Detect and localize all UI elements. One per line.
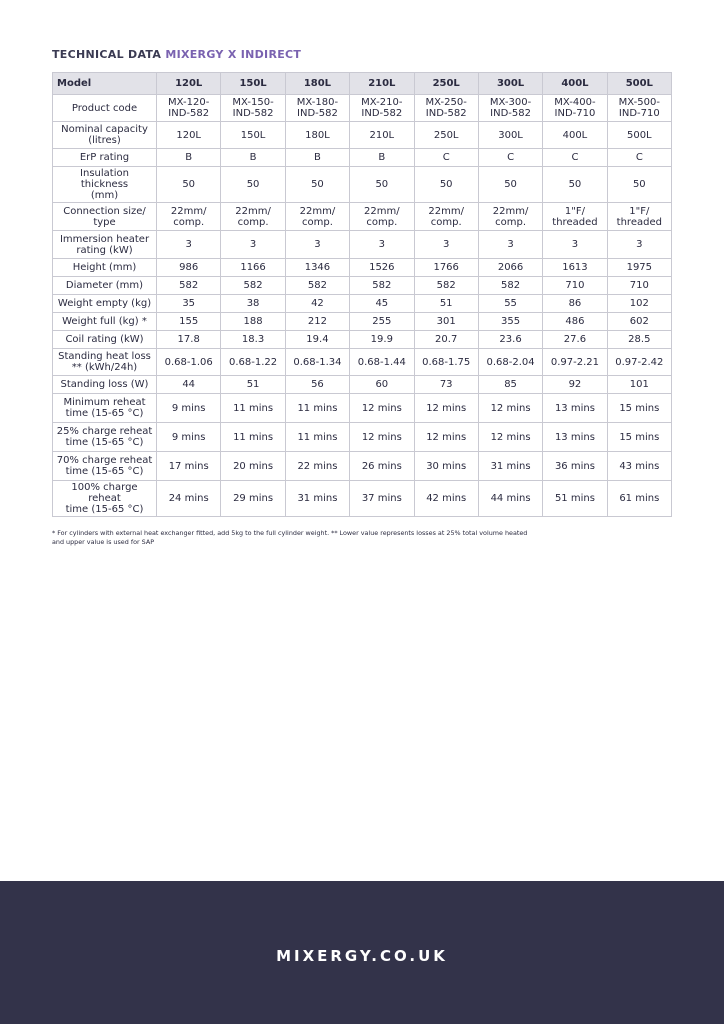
table-cell: 22mm/ comp.: [414, 203, 478, 231]
footnote-line: and upper value is used for SAP: [52, 537, 155, 546]
row-label: Nominal capacity (litres): [53, 122, 157, 149]
table-cell: 188: [221, 313, 285, 331]
table-cell: 13 mins: [543, 423, 607, 452]
table-cell: MX-400- IND-710: [543, 95, 607, 122]
footnote: [52, 529, 592, 546]
table-row: [53, 313, 672, 331]
table-cell: 50: [543, 167, 607, 203]
table-cell: 31 mins: [478, 452, 542, 481]
column-header: 500L: [607, 73, 671, 95]
table-cell: MX-210- IND-582: [350, 95, 414, 122]
table-cell: 3: [414, 231, 478, 259]
table-cell: C: [414, 149, 478, 167]
table-cell: 22mm/ comp.: [478, 203, 542, 231]
table-row: [53, 331, 672, 349]
table-row: [53, 423, 672, 452]
table-cell: 18.3: [221, 331, 285, 349]
table-cell: 22 mins: [285, 452, 349, 481]
table-cell: 155: [157, 313, 221, 331]
table-cell: 13 mins: [543, 394, 607, 423]
footer-website-link[interactable]: MIXERGY.CO.UK: [276, 947, 448, 965]
table-cell: 19.9: [350, 331, 414, 349]
table-cell: 1346: [285, 259, 349, 277]
table-cell: 255: [350, 313, 414, 331]
table-cell: C: [478, 149, 542, 167]
table-cell: 3: [478, 231, 542, 259]
table-cell: 20.7: [414, 331, 478, 349]
table-row: [53, 277, 672, 295]
table-cell: 22mm/ comp.: [221, 203, 285, 231]
table-cell: 17.8: [157, 331, 221, 349]
table-cell: 400L: [543, 122, 607, 149]
heading-prefix: TECHNICAL DATA: [52, 48, 162, 61]
column-header: Model: [53, 73, 157, 95]
table-cell: 1166: [221, 259, 285, 277]
table-cell: 56: [285, 376, 349, 394]
table-cell: 0.97-2.21: [543, 349, 607, 376]
column-header: 250L: [414, 73, 478, 95]
table-cell: C: [607, 149, 671, 167]
table-cell: MX-300- IND-582: [478, 95, 542, 122]
table-cell: 36 mins: [543, 452, 607, 481]
table-row: [53, 122, 672, 149]
row-label: 25% charge reheat time (15-65 °C): [53, 423, 157, 452]
column-header: 210L: [350, 73, 414, 95]
table-cell: 51 mins: [543, 481, 607, 517]
table-cell: 22mm/ comp.: [285, 203, 349, 231]
table-cell: MX-250- IND-582: [414, 95, 478, 122]
table-cell: 22mm/ comp.: [157, 203, 221, 231]
table-cell: 51: [221, 376, 285, 394]
table-cell: 28.5: [607, 331, 671, 349]
table-cell: 150L: [221, 122, 285, 149]
table-cell: 24 mins: [157, 481, 221, 517]
table-cell: 12 mins: [414, 394, 478, 423]
table-cell: 582: [414, 277, 478, 295]
table-cell: 45: [350, 295, 414, 313]
column-header: 300L: [478, 73, 542, 95]
table-cell: 500L: [607, 122, 671, 149]
table-row: [53, 231, 672, 259]
table-row: [53, 295, 672, 313]
footnote-line: * For cylinders with external heat exchanger fitted, add 5kg to the full cylinder weight. ** Lower value represents losses at 25% total volume heated: [52, 529, 528, 537]
table-cell: 12 mins: [350, 423, 414, 452]
table-cell: B: [157, 149, 221, 167]
footer-band: [0, 881, 724, 1024]
table-cell: 50: [157, 167, 221, 203]
table-cell: 11 mins: [221, 394, 285, 423]
table-cell: 710: [607, 277, 671, 295]
table-header-row: [53, 73, 672, 95]
table-cell: 12 mins: [478, 394, 542, 423]
table-cell: 61 mins: [607, 481, 671, 517]
table-cell: 92: [543, 376, 607, 394]
table-cell: 582: [221, 277, 285, 295]
table-cell: 50: [285, 167, 349, 203]
column-header: 400L: [543, 73, 607, 95]
table-cell: 55: [478, 295, 542, 313]
table-cell: 301: [414, 313, 478, 331]
table-cell: 986: [157, 259, 221, 277]
table-row: [53, 203, 672, 231]
table-cell: 582: [285, 277, 349, 295]
table-cell: 37 mins: [350, 481, 414, 517]
page-heading: [52, 48, 301, 61]
table-cell: 1975: [607, 259, 671, 277]
column-header: 120L: [157, 73, 221, 95]
table-cell: 0.68-1.75: [414, 349, 478, 376]
table-cell: 43 mins: [607, 452, 671, 481]
table-cell: 17 mins: [157, 452, 221, 481]
table-cell: 3: [607, 231, 671, 259]
table-cell: 11 mins: [285, 394, 349, 423]
table-cell: 50: [414, 167, 478, 203]
table-cell: 30 mins: [414, 452, 478, 481]
table-cell: 19.4: [285, 331, 349, 349]
row-label: Coil rating (kW): [53, 331, 157, 349]
table-cell: 42: [285, 295, 349, 313]
table-cell: 15 mins: [607, 423, 671, 452]
table-cell: 11 mins: [285, 423, 349, 452]
table-cell: 355: [478, 313, 542, 331]
table-cell: 15 mins: [607, 394, 671, 423]
row-label: Weight empty (kg): [53, 295, 157, 313]
table-row: [53, 167, 672, 203]
table-cell: 23.6: [478, 331, 542, 349]
row-label: Product code: [53, 95, 157, 122]
table-cell: 42 mins: [414, 481, 478, 517]
table-cell: 101: [607, 376, 671, 394]
table-cell: 602: [607, 313, 671, 331]
table-cell: 582: [350, 277, 414, 295]
table-cell: 0.97-2.42: [607, 349, 671, 376]
row-label: ErP rating: [53, 149, 157, 167]
row-label: Connection size/ type: [53, 203, 157, 231]
table-cell: 26 mins: [350, 452, 414, 481]
column-header: 180L: [285, 73, 349, 95]
table-cell: 12 mins: [414, 423, 478, 452]
table-cell: 73: [414, 376, 478, 394]
table-cell: 86: [543, 295, 607, 313]
table-cell: 11 mins: [221, 423, 285, 452]
table-cell: 44: [157, 376, 221, 394]
table-cell: 22mm/ comp.: [350, 203, 414, 231]
table-cell: 44 mins: [478, 481, 542, 517]
table-cell: 1766: [414, 259, 478, 277]
table-cell: 3: [221, 231, 285, 259]
table-row: [53, 95, 672, 122]
row-label: Minimum reheat time (15-65 °C): [53, 394, 157, 423]
table-cell: 50: [350, 167, 414, 203]
table-cell: 60: [350, 376, 414, 394]
row-label: Diameter (mm): [53, 277, 157, 295]
table-cell: 35: [157, 295, 221, 313]
table-cell: 180L: [285, 122, 349, 149]
heading-accent: MIXERGY X INDIRECT: [165, 48, 302, 61]
row-label: 70% charge reheat time (15-65 °C): [53, 452, 157, 481]
table-cell: 3: [285, 231, 349, 259]
table-cell: 710: [543, 277, 607, 295]
table-cell: 1613: [543, 259, 607, 277]
table-cell: 31 mins: [285, 481, 349, 517]
table-cell: 9 mins: [157, 423, 221, 452]
table-cell: 0.68-2.04: [478, 349, 542, 376]
table-cell: 300L: [478, 122, 542, 149]
table-cell: 582: [157, 277, 221, 295]
table-cell: 9 mins: [157, 394, 221, 423]
table-cell: 486: [543, 313, 607, 331]
table-cell: MX-150- IND-582: [221, 95, 285, 122]
table-cell: MX-120- IND-582: [157, 95, 221, 122]
column-header: 150L: [221, 73, 285, 95]
table-cell: 0.68-1.44: [350, 349, 414, 376]
table-cell: B: [285, 149, 349, 167]
table-cell: 210L: [350, 122, 414, 149]
table-cell: 120L: [157, 122, 221, 149]
table-row: [53, 452, 672, 481]
table-cell: 1"F/ threaded: [543, 203, 607, 231]
row-label: Standing heat loss ** (kWh/24h): [53, 349, 157, 376]
table-row: [53, 376, 672, 394]
table-cell: 1"F/ threaded: [607, 203, 671, 231]
table-cell: 29 mins: [221, 481, 285, 517]
table-cell: 20 mins: [221, 452, 285, 481]
table-cell: MX-180- IND-582: [285, 95, 349, 122]
table-cell: 50: [478, 167, 542, 203]
table-row: [53, 481, 672, 517]
table-cell: 102: [607, 295, 671, 313]
table-cell: B: [350, 149, 414, 167]
table-cell: 0.68-1.34: [285, 349, 349, 376]
table-cell: 1526: [350, 259, 414, 277]
table-cell: 250L: [414, 122, 478, 149]
table-cell: MX-500- IND-710: [607, 95, 671, 122]
table-cell: 12 mins: [478, 423, 542, 452]
table-cell: 50: [607, 167, 671, 203]
table-row: [53, 394, 672, 423]
technical-data-table: [52, 72, 672, 517]
table-cell: 38: [221, 295, 285, 313]
table-cell: 50: [221, 167, 285, 203]
table-cell: 582: [478, 277, 542, 295]
row-label: 100% charge reheat time (15-65 °C): [53, 481, 157, 517]
table-row: [53, 149, 672, 167]
table-cell: 0.68-1.22: [221, 349, 285, 376]
table-cell: 85: [478, 376, 542, 394]
table-cell: 3: [350, 231, 414, 259]
row-label: Standing loss (W): [53, 376, 157, 394]
table-body: [53, 95, 672, 517]
table-cell: 3: [543, 231, 607, 259]
row-label: Height (mm): [53, 259, 157, 277]
table-cell: 3: [157, 231, 221, 259]
table-cell: 2066: [478, 259, 542, 277]
table-cell: 0.68-1.06: [157, 349, 221, 376]
table-cell: 12 mins: [350, 394, 414, 423]
table-row: [53, 349, 672, 376]
table-row: [53, 259, 672, 277]
table-cell: B: [221, 149, 285, 167]
table-cell: C: [543, 149, 607, 167]
row-label: Weight full (kg) *: [53, 313, 157, 331]
table-cell: 51: [414, 295, 478, 313]
row-label: Immersion heater rating (kW): [53, 231, 157, 259]
row-label: Insulation thickness (mm): [53, 167, 157, 203]
table-cell: 212: [285, 313, 349, 331]
table-cell: 27.6: [543, 331, 607, 349]
